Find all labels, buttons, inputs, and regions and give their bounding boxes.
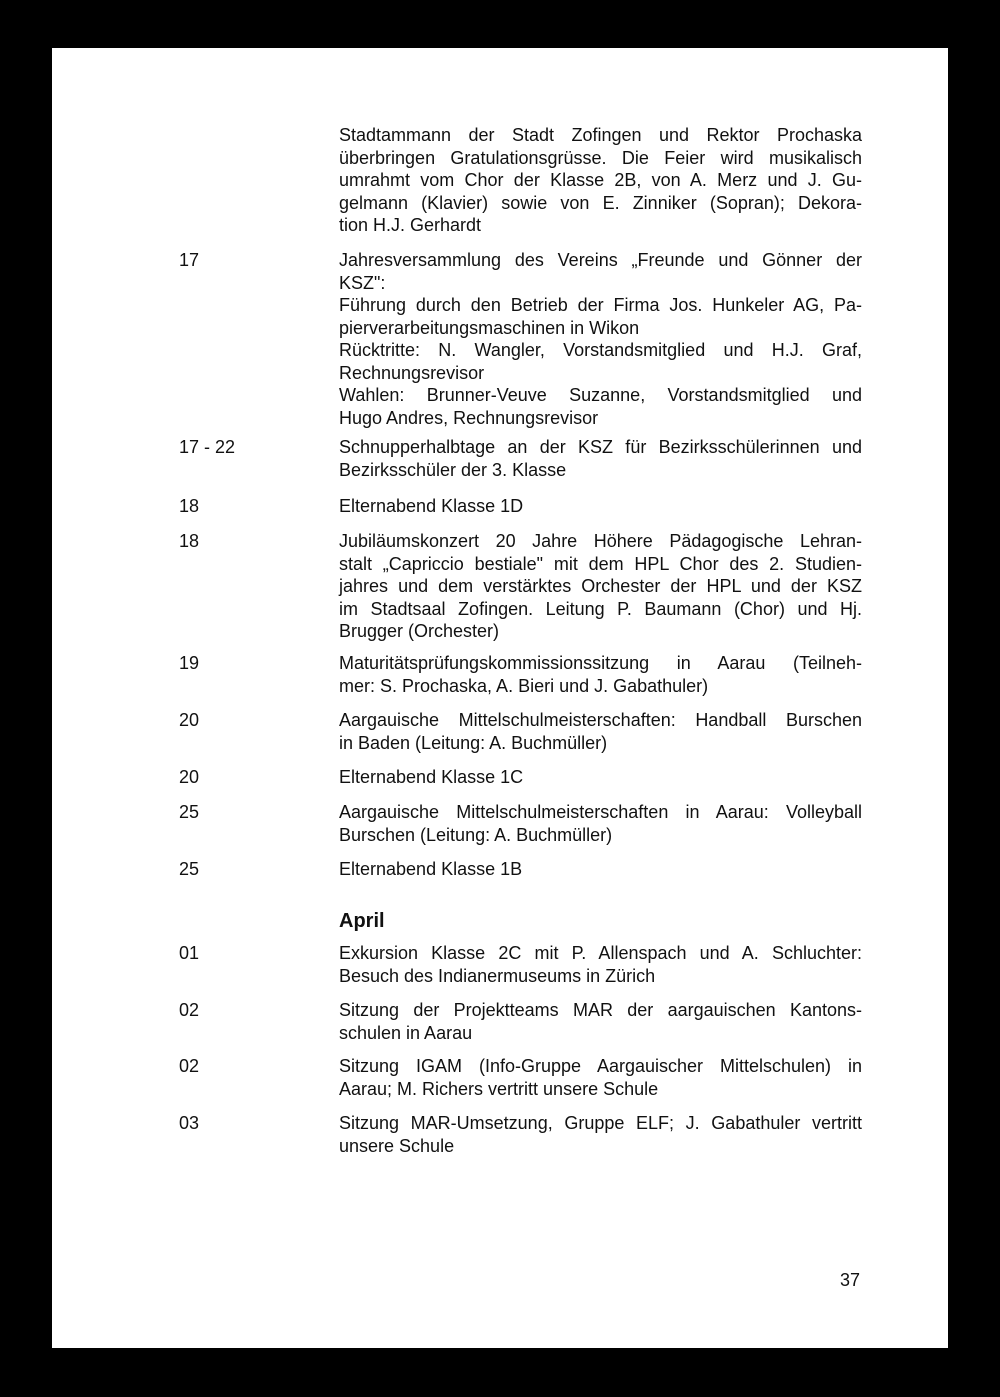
text-line: Sitzung MAR-Umsetzung, Gruppe ELF; J. Gabathuler vertritt	[339, 1113, 862, 1133]
entry-text	[339, 1112, 862, 1157]
entry-date: 01	[179, 943, 200, 963]
entry-text	[339, 942, 862, 987]
text-line: überbringen Gratulationsgrüsse. Die Feier wird musikalisch	[339, 147, 862, 168]
text-line: umrahmt vom Chor der Klasse 2B, von A. Merz und J. Gu-	[339, 170, 862, 190]
text-line: stalt „Capriccio bestiale" mit dem HPL Chor des 2. Studien-	[339, 553, 862, 574]
entry-text	[339, 530, 862, 643]
text-line: Sitzung IGAM (Info-Gruppe Aargauischer Mittelschulen) in	[339, 1056, 862, 1076]
text-line: Aargauische Mittelschulmeisterschaften: Handball Burschen	[339, 710, 862, 730]
text-line: Elternabend Klasse 1D	[339, 496, 524, 516]
text-line: jahres und dem verstärktes Orchester der HPL und der KSZ	[339, 576, 862, 596]
entry-date: 25	[179, 859, 200, 879]
text-line: Elternabend Klasse 1B	[339, 859, 523, 879]
entry-text	[339, 999, 862, 1044]
text-line: Sitzung der Projektteams MAR der aargauischen Kantons-	[339, 1000, 862, 1020]
entry-date: 18	[179, 496, 200, 516]
entry-date: 02	[179, 1000, 200, 1020]
entry-date: 20	[179, 710, 200, 730]
text-line: pierverarbeitungsmaschinen in Wikon	[339, 317, 640, 338]
text-line: schulen in Aarau	[339, 1022, 473, 1043]
entry-date: 19	[179, 653, 200, 673]
continuation-text	[339, 124, 862, 237]
entry-text	[339, 495, 862, 518]
text-line: Wahlen: Brunner-Veuve Suzanne, Vorstandsmitglied und	[339, 385, 862, 405]
text-line: Maturitätsprüfungskommissionssitzung in Aarau (Teilneh-	[339, 653, 862, 673]
entry-text	[339, 436, 862, 481]
entry-date: 17	[179, 250, 200, 270]
text-line: Elternabend Klasse 1C	[339, 767, 524, 787]
text-line: Jubiläumskonzert 20 Jahre Höhere Pädagogische Lehran-	[339, 531, 862, 551]
text-line: Hugo Andres, Rechnungsrevisor	[339, 407, 599, 428]
text-line: Burschen (Leitung: A. Buchmüller)	[339, 824, 613, 845]
text-line: Stadtammann der Stadt Zofingen und Rektor Prochaska	[339, 125, 862, 145]
text-line: tion H.J. Gerhardt	[339, 215, 482, 235]
entry-text	[339, 801, 862, 846]
entry-text	[339, 766, 862, 789]
text-line: gelmann (Klavier) sowie von E. Zinniker (Sopran); Dekora-	[339, 192, 862, 213]
entry-text	[339, 858, 862, 881]
entry-date: 03	[179, 1113, 200, 1133]
text-line: Aargauische Mittelschulmeisterschaften in Aarau: Volleyball	[339, 802, 862, 822]
text-line: Exkursion Klasse 2C mit P. Allenspach und A. Schluchter:	[339, 943, 862, 963]
entry-text	[339, 1055, 862, 1100]
entry-date: 02	[179, 1056, 200, 1076]
entry-date: 17 - 22	[179, 437, 236, 457]
entry-text	[339, 709, 862, 754]
text-line: Führung durch den Betrieb der Firma Jos. Hunkeler AG, Pa-	[339, 295, 862, 315]
page-number: 37	[840, 1270, 861, 1290]
text-line: KSZ":	[339, 272, 386, 293]
entry-date: 25	[179, 802, 200, 822]
text-line: Rechnungsrevisor	[339, 362, 485, 383]
text-line: Brugger (Orchester)	[339, 621, 500, 641]
entry-text	[339, 249, 862, 429]
text-line: Jahresversammlung des Vereins „Freunde und Gönner der	[339, 250, 862, 270]
text-line: Rücktritte: N. Wangler, Vorstandsmitglied und H.J. Graf,	[339, 340, 862, 360]
entry-date: 18	[179, 531, 200, 551]
text-line: Schnupperhalbtage an der KSZ für Bezirksschülerinnen und	[339, 437, 862, 457]
text-line: Besuch des Indianermuseums in Zürich	[339, 965, 656, 986]
text-line: unsere Schule	[339, 1135, 455, 1156]
month-heading: April	[339, 910, 385, 932]
entry-date: 20	[179, 767, 200, 787]
document-page	[52, 48, 948, 1348]
text-line: in Baden (Leitung: A. Buchmüller)	[339, 732, 608, 753]
entry-text	[339, 652, 862, 697]
text-line: mer: S. Prochaska, A. Bieri und J. Gabathuler)	[339, 675, 709, 696]
text-line: im Stadtsaal Zofingen. Leitung P. Baumann (Chor) und Hj.	[339, 598, 862, 619]
text-line: Aarau; M. Richers vertritt unsere Schule	[339, 1078, 659, 1099]
text-line: Bezirksschüler der 3. Klasse	[339, 459, 567, 480]
